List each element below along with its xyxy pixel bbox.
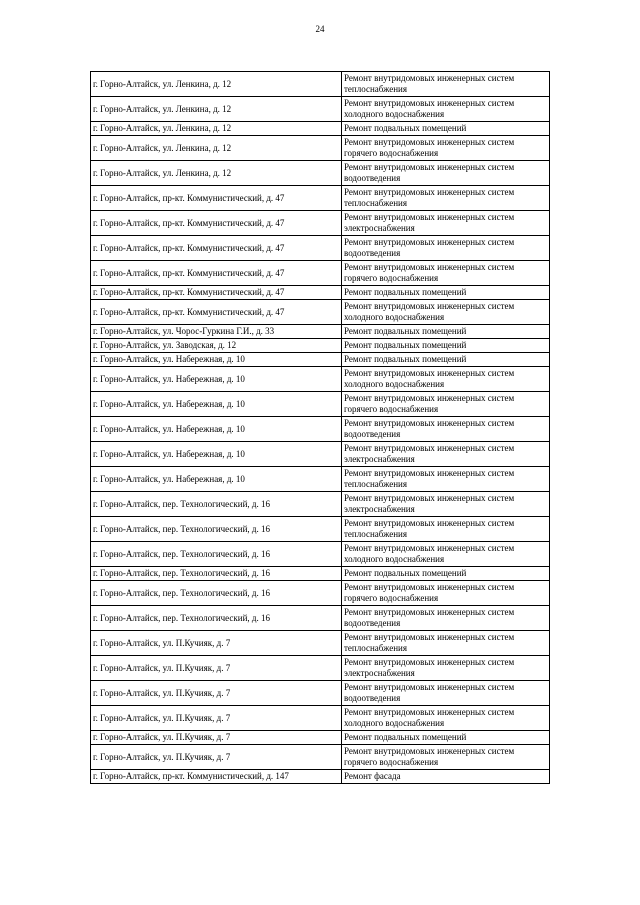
work-type-cell: Ремонт внутридомовых инженерных систем горячего водоснабжения xyxy=(342,136,550,161)
address-cell: г. Горно-Алтайск, ул. Ленкина, д. 12 xyxy=(91,97,342,122)
work-type-cell: Ремонт внутридомовых инженерных систем водоотведения xyxy=(342,681,550,706)
address-cell: г. Горно-Алтайск, ул. Набережная, д. 10 xyxy=(91,417,342,442)
work-type-cell: Ремонт внутридомовых инженерных систем теплоснабжения xyxy=(342,631,550,656)
address-cell: г. Горно-Алтайск, пр-кт. Коммунистический, д. 47 xyxy=(91,286,342,300)
table-row xyxy=(91,517,550,542)
address-cell: г. Горно-Алтайск, ул. Набережная, д. 10 xyxy=(91,353,342,367)
work-type-cell: Ремонт внутридомовых инженерных систем горячего водоснабжения xyxy=(342,392,550,417)
address-cell: г. Горно-Алтайск, ул. П.Кучияк, д. 7 xyxy=(91,631,342,656)
address-cell: г. Горно-Алтайск, пер. Технологический, д. 16 xyxy=(91,581,342,606)
address-cell: г. Горно-Алтайск, пер. Технологический, д. 16 xyxy=(91,492,342,517)
work-type-cell: Ремонт внутридомовых инженерных систем горячего водоснабжения xyxy=(342,261,550,286)
table-row xyxy=(91,161,550,186)
work-type-cell: Ремонт подвальных помещений xyxy=(342,325,550,339)
address-cell: г. Горно-Алтайск, ул. П.Кучияк, д. 7 xyxy=(91,745,342,770)
works-table-container xyxy=(90,71,549,784)
work-type-cell: Ремонт внутридомовых инженерных систем теплоснабжения xyxy=(342,517,550,542)
table-row xyxy=(91,122,550,136)
address-cell: г. Горно-Алтайск, ул. П.Кучияк, д. 7 xyxy=(91,656,342,681)
table-row xyxy=(91,136,550,161)
work-type-cell: Ремонт подвальных помещений xyxy=(342,339,550,353)
address-cell: г. Горно-Алтайск, пр-кт. Коммунистический, д. 47 xyxy=(91,186,342,211)
work-type-cell: Ремонт внутридомовых инженерных систем электроснабжения xyxy=(342,211,550,236)
address-cell: г. Горно-Алтайск, ул. П.Кучияк, д. 7 xyxy=(91,681,342,706)
work-type-cell: Ремонт внутридомовых инженерных систем водоотведения xyxy=(342,236,550,261)
table-row xyxy=(91,417,550,442)
address-cell: г. Горно-Алтайск, пр-кт. Коммунистический, д. 47 xyxy=(91,236,342,261)
table-row xyxy=(91,325,550,339)
address-cell: г. Горно-Алтайск, пер. Технологический, д. 16 xyxy=(91,567,342,581)
address-cell: г. Горно-Алтайск, ул. Чорос-Гуркина Г.И., д. 33 xyxy=(91,325,342,339)
works-table xyxy=(90,71,550,784)
address-cell: г. Горно-Алтайск, пр-кт. Коммунистический, д. 47 xyxy=(91,300,342,325)
table-row xyxy=(91,681,550,706)
work-type-cell: Ремонт внутридомовых инженерных систем холодного водоснабжения xyxy=(342,706,550,731)
address-cell: г. Горно-Алтайск, ул. П.Кучияк, д. 7 xyxy=(91,731,342,745)
table-row xyxy=(91,467,550,492)
table-row xyxy=(91,442,550,467)
table-row xyxy=(91,367,550,392)
table-row xyxy=(91,97,550,122)
address-cell: г. Горно-Алтайск, ул. Ленкина, д. 12 xyxy=(91,136,342,161)
table-row xyxy=(91,353,550,367)
table-row xyxy=(91,186,550,211)
work-type-cell: Ремонт подвальных помещений xyxy=(342,731,550,745)
address-cell: г. Горно-Алтайск, пр-кт. Коммунистический, д. 47 xyxy=(91,261,342,286)
address-cell: г. Горно-Алтайск, ул. Ленкина, д. 12 xyxy=(91,161,342,186)
address-cell: г. Горно-Алтайск, ул. Набережная, д. 10 xyxy=(91,467,342,492)
work-type-cell: Ремонт подвальных помещений xyxy=(342,353,550,367)
address-cell: г. Горно-Алтайск, ул. Набережная, д. 10 xyxy=(91,367,342,392)
table-row xyxy=(91,72,550,97)
address-cell: г. Горно-Алтайск, ул. Набережная, д. 10 xyxy=(91,392,342,417)
address-cell: г. Горно-Алтайск, пр-кт. Коммунистический, д. 47 xyxy=(91,211,342,236)
work-type-cell: Ремонт фасада xyxy=(342,770,550,784)
table-row xyxy=(91,492,550,517)
work-type-cell: Ремонт внутридомовых инженерных систем теплоснабжения xyxy=(342,467,550,492)
table-row xyxy=(91,211,550,236)
work-type-cell: Ремонт внутридомовых инженерных систем водоотведения xyxy=(342,606,550,631)
table-row xyxy=(91,606,550,631)
work-type-cell: Ремонт внутридомовых инженерных систем холодного водоснабжения xyxy=(342,542,550,567)
address-cell: г. Горно-Алтайск, ул. П.Кучияк, д. 7 xyxy=(91,706,342,731)
work-type-cell: Ремонт внутридомовых инженерных систем холодного водоснабжения xyxy=(342,97,550,122)
work-type-cell: Ремонт внутридомовых инженерных систем электроснабжения xyxy=(342,656,550,681)
work-type-cell: Ремонт внутридомовых инженерных систем электроснабжения xyxy=(342,442,550,467)
table-row xyxy=(91,392,550,417)
table-row xyxy=(91,770,550,784)
table-row xyxy=(91,745,550,770)
table-row xyxy=(91,236,550,261)
table-row xyxy=(91,286,550,300)
work-type-cell: Ремонт внутридомовых инженерных систем водоотведения xyxy=(342,161,550,186)
work-type-cell: Ремонт внутридомовых инженерных систем теплоснабжения xyxy=(342,186,550,211)
table-row xyxy=(91,339,550,353)
table-row xyxy=(91,656,550,681)
address-cell: г. Горно-Алтайск, пер. Технологический, д. 16 xyxy=(91,517,342,542)
work-type-cell: Ремонт внутридомовых инженерных систем электроснабжения xyxy=(342,492,550,517)
work-type-cell: Ремонт внутридомовых инженерных систем холодного водоснабжения xyxy=(342,367,550,392)
table-row xyxy=(91,706,550,731)
work-type-cell: Ремонт внутридомовых инженерных систем водоотведения xyxy=(342,417,550,442)
work-type-cell: Ремонт внутридомовых инженерных систем горячего водоснабжения xyxy=(342,745,550,770)
work-type-cell: Ремонт внутридомовых инженерных систем теплоснабжения xyxy=(342,72,550,97)
address-cell: г. Горно-Алтайск, ул. Заводская, д. 12 xyxy=(91,339,342,353)
address-cell: г. Горно-Алтайск, ул. Ленкина, д. 12 xyxy=(91,122,342,136)
address-cell: г. Горно-Алтайск, пр-кт. Коммунистический, д. 147 xyxy=(91,770,342,784)
table-row xyxy=(91,261,550,286)
address-cell: г. Горно-Алтайск, ул. Набережная, д. 10 xyxy=(91,442,342,467)
table-row xyxy=(91,581,550,606)
table-row xyxy=(91,631,550,656)
address-cell: г. Горно-Алтайск, ул. Ленкина, д. 12 xyxy=(91,72,342,97)
table-row xyxy=(91,300,550,325)
work-type-cell: Ремонт внутридомовых инженерных систем горячего водоснабжения xyxy=(342,581,550,606)
work-type-cell: Ремонт внутридомовых инженерных систем холодного водоснабжения xyxy=(342,300,550,325)
work-type-cell: Ремонт подвальных помещений xyxy=(342,286,550,300)
work-type-cell: Ремонт подвальных помещений xyxy=(342,567,550,581)
address-cell: г. Горно-Алтайск, пер. Технологический, д. 16 xyxy=(91,542,342,567)
table-row xyxy=(91,567,550,581)
page-number: 24 xyxy=(315,24,325,34)
address-cell: г. Горно-Алтайск, пер. Технологический, д. 16 xyxy=(91,606,342,631)
work-type-cell: Ремонт подвальных помещений xyxy=(342,122,550,136)
table-row xyxy=(91,542,550,567)
table-row xyxy=(91,731,550,745)
